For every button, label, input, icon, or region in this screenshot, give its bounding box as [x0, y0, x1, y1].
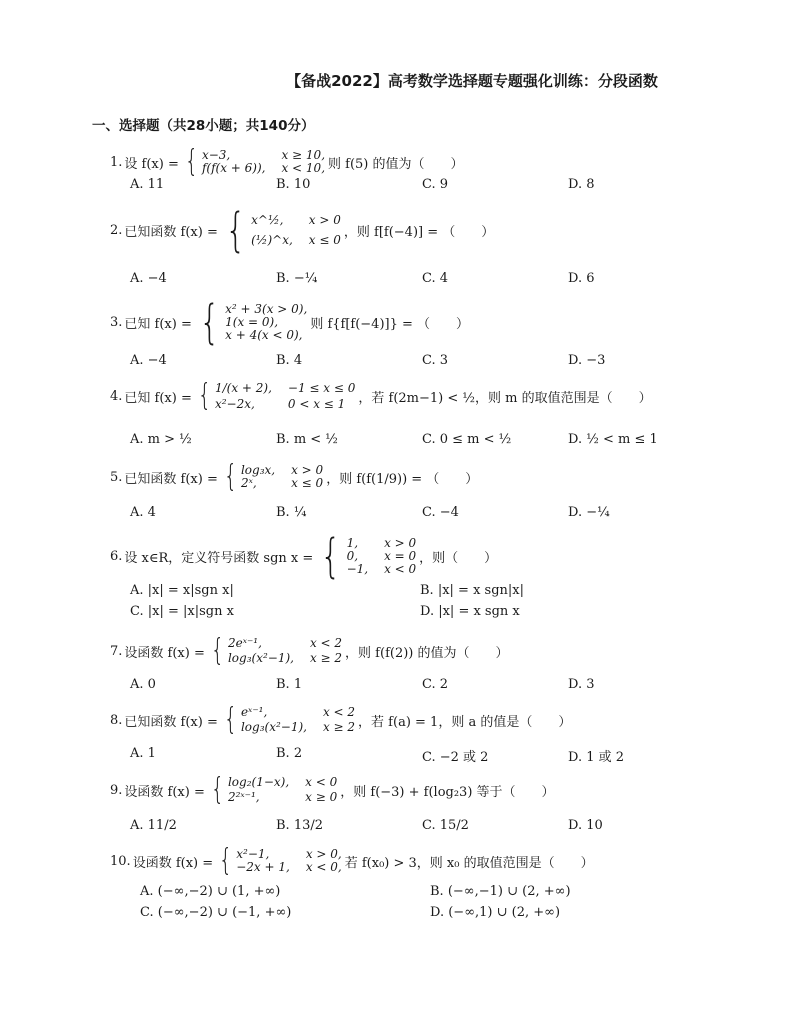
case-cond: x ≥ 2: [322, 720, 356, 734]
option-a[interactable]: A. 0: [130, 677, 156, 692]
question-stem: 已知函数 f(x) =: [124, 224, 218, 240]
question-number: 7.: [110, 643, 123, 659]
section-heading: 一、选择题（共28小题；共140分）: [92, 118, 315, 134]
question-tail: ，若 f(a) = 1，则 a 的值是（ ）: [358, 714, 572, 730]
options-9: [130, 818, 714, 833]
question-9: [110, 772, 555, 807]
question-7: [110, 633, 509, 668]
question-tail: ，若 f(2m−1) < ½，则 m 的取值范围是（ ）: [358, 390, 652, 406]
question-stem: 设 x∈R，定义符号函数 sgn x =: [124, 550, 314, 566]
question-stem: 已知 f(x) =: [124, 316, 192, 332]
option-b[interactable]: B. (−∞,−1) ∪ (2, +∞): [430, 884, 571, 899]
case-cond: x ≤ 0: [308, 233, 341, 247]
brace: {: [320, 529, 342, 583]
question-stem: 设函数 f(x) =: [124, 645, 205, 661]
question-tail: 则 f{f[f(−4)]} = （ ）: [310, 316, 470, 332]
cases: [225, 303, 307, 342]
option-c[interactable]: C. 4: [422, 271, 449, 286]
piecewise: [316, 529, 417, 583]
options-3: [130, 353, 714, 368]
case-cond: x < 2: [309, 636, 343, 650]
case-expr: (½)^x,: [251, 233, 293, 247]
case-expr: −1,: [346, 561, 369, 576]
option-d[interactable]: D. 3: [568, 677, 595, 692]
piecewise: [182, 144, 326, 179]
options-2: [130, 271, 714, 286]
option-c[interactable]: C. −4: [422, 505, 459, 520]
case-expr: log₃x,: [240, 463, 276, 477]
case-expr: 2ˣ,: [240, 476, 257, 490]
question-stem: 已知 f(x) =: [124, 390, 192, 406]
question-number: 4.: [110, 388, 123, 404]
case-expr: log₃(x²−1),: [240, 720, 307, 734]
question-tail: 则 f(5) 的值为（ ）: [328, 156, 464, 172]
options-7: [130, 677, 714, 692]
question-tail: 若 f(x₀) > 3，则 x₀ 的取值范围是（ ）: [344, 855, 594, 871]
option-d[interactable]: D. 6: [568, 271, 595, 286]
question-8: [110, 702, 572, 737]
option-b[interactable]: B. ¼: [276, 505, 307, 520]
option-d[interactable]: D. |x| = x sgn x: [420, 604, 520, 619]
option-d[interactable]: D. ½ < m ≤ 1: [568, 432, 658, 447]
option-a[interactable]: A. m > ½: [130, 432, 192, 447]
cases: [236, 848, 342, 874]
option-a[interactable]: A. 11: [130, 177, 165, 192]
brace: {: [223, 702, 238, 737]
question-number: 2.: [110, 222, 123, 238]
question-4: [110, 380, 652, 412]
cases: [241, 464, 323, 490]
case-expr: x² + 3(x > 0),: [225, 301, 308, 316]
question-tail: ，则 f[f(−4)] = （ ）: [343, 224, 495, 240]
option-b[interactable]: B. m < ½: [276, 432, 338, 447]
case-expr: log₂(1−x),: [227, 775, 290, 789]
question-number: 8.: [110, 712, 123, 728]
question-stem: 设 f(x) =: [124, 156, 179, 172]
option-a[interactable]: A. 4: [130, 505, 156, 520]
option-c[interactable]: C. −2 或 2: [422, 750, 489, 765]
cases: [215, 380, 355, 412]
cases: [347, 537, 417, 576]
case-expr: x + 4(x < 0),: [225, 327, 303, 342]
question-2: [110, 203, 495, 257]
option-a[interactable]: A. (−∞,−2) ∪ (1, +∞): [140, 884, 281, 899]
brace: {: [225, 203, 246, 257]
options-5: [130, 505, 714, 520]
case-expr: x²−1,: [236, 847, 270, 861]
piecewise: [208, 772, 338, 807]
option-c[interactable]: C. |x| = |x|sgn x: [130, 604, 234, 619]
case-cond: x > 0: [291, 463, 324, 477]
question-number: 5.: [110, 469, 123, 485]
option-c[interactable]: C. 3: [422, 353, 449, 368]
piecewise: [221, 459, 324, 494]
option-b[interactable]: B. 4: [276, 353, 303, 368]
question-3: [110, 295, 470, 349]
piecewise: [221, 203, 341, 257]
option-d[interactable]: D. (−∞,1) ∪ (2, +∞): [430, 905, 561, 920]
case-cond: −1 ≤ x ≤ 0: [287, 381, 356, 395]
case-expr: −2x + 1,: [236, 860, 290, 874]
question-stem: 设函数 f(x) =: [124, 784, 205, 800]
question-number: 9.: [110, 782, 123, 798]
question-10: [110, 843, 594, 878]
cases: [228, 775, 337, 805]
case-expr: x²−2x,: [214, 397, 255, 411]
case-expr: 0,: [346, 548, 359, 563]
piecewise: [221, 702, 356, 737]
case-expr: 1,: [346, 535, 359, 550]
options-10: [140, 884, 720, 920]
question-6: [110, 529, 498, 583]
case-expr: 1/(x + 2),: [214, 381, 272, 395]
case-cond: x ≥ 10,: [281, 148, 326, 162]
case-cond: x > 0: [384, 535, 417, 550]
options-1: [130, 177, 714, 192]
option-d[interactable]: D. 1 或 2: [568, 750, 625, 765]
question-number: 1.: [110, 154, 123, 170]
cases: [241, 705, 355, 735]
options-8: [130, 746, 714, 765]
question-tail: ，则 f(f(1/9)) = （ ）: [326, 471, 479, 487]
brace: {: [210, 633, 225, 668]
page-title: 【备战2022】高考数学选择题专题强化训练：分段函数: [286, 72, 658, 90]
case-cond: 0 < x ≤ 1: [287, 397, 346, 411]
case-cond: x ≤ 0: [291, 476, 324, 490]
case-expr: f(f(x + 6)),: [201, 161, 266, 175]
piecewise: [216, 843, 342, 878]
case-expr: 2²ˣ⁻¹,: [227, 790, 260, 804]
option-b[interactable]: B. 13/2: [276, 818, 324, 833]
question-number: 10.: [110, 853, 131, 869]
case-expr: 2eˣ⁻¹,: [227, 636, 262, 650]
question-stem: 已知函数 f(x) =: [124, 714, 218, 730]
option-a[interactable]: A. −4: [130, 271, 167, 286]
piecewise: [195, 380, 356, 412]
case-cond: x ≥ 2: [309, 651, 343, 665]
brace: {: [197, 378, 212, 413]
option-a[interactable]: A. −4: [130, 353, 167, 368]
question-5: [110, 459, 479, 494]
option-c[interactable]: C. 15/2: [422, 818, 469, 833]
cases: [202, 149, 325, 175]
question-tail: ，则（ ）: [419, 550, 498, 566]
case-expr: x^½,: [251, 213, 284, 227]
option-c[interactable]: C. 0 ≤ m < ½: [422, 432, 512, 447]
option-b[interactable]: B. −¼: [276, 271, 318, 286]
case-expr: log₃(x²−1),: [227, 651, 294, 665]
question-1: [110, 144, 464, 179]
cases: [228, 636, 342, 666]
cases: [251, 210, 341, 250]
case-cond: x < 0,: [305, 860, 342, 874]
case-cond: x ≥ 0: [305, 790, 338, 804]
piecewise: [208, 633, 343, 668]
brace: {: [210, 772, 225, 807]
option-d[interactable]: D. −3: [568, 353, 606, 368]
question-stem: 已知函数 f(x) =: [124, 471, 218, 487]
case-expr: eˣ⁻¹,: [240, 705, 268, 719]
case-cond: x < 10,: [281, 161, 326, 175]
case-cond: x < 2: [322, 705, 356, 719]
option-a[interactable]: A. 11/2: [130, 818, 177, 833]
question-number: 6.: [110, 548, 123, 564]
question-number: 3.: [110, 314, 123, 330]
case-cond: x > 0: [308, 213, 341, 227]
question-tail: ，则 f(f(2)) 的值为（ ）: [345, 645, 509, 661]
case-cond: x < 0: [305, 775, 338, 789]
option-d[interactable]: D. 8: [568, 177, 595, 192]
case-cond: x > 0,: [305, 847, 342, 861]
piecewise: [195, 295, 308, 349]
question-stem: 设函数 f(x) =: [132, 855, 214, 871]
option-a[interactable]: A. |x| = x|sgn x|: [130, 583, 234, 598]
case-cond: x = 0: [384, 548, 417, 563]
brace: {: [219, 843, 233, 878]
option-b[interactable]: B. 10: [276, 177, 311, 192]
brace: {: [223, 459, 238, 494]
option-d[interactable]: D. −¼: [568, 505, 610, 520]
option-c[interactable]: C. (−∞,−2) ∪ (−1, +∞): [140, 905, 292, 920]
option-d[interactable]: D. 10: [568, 818, 603, 833]
brace: {: [199, 295, 220, 349]
option-b[interactable]: B. 2: [276, 746, 303, 761]
option-b[interactable]: B. 1: [276, 677, 303, 692]
option-b[interactable]: B. |x| = x sgn|x|: [420, 583, 524, 598]
option-c[interactable]: C. 9: [422, 177, 449, 192]
case-cond: x < 0: [384, 561, 417, 576]
case-expr: 1(x = 0),: [225, 314, 279, 329]
option-c[interactable]: C. 2: [422, 677, 449, 692]
options-4: [130, 432, 714, 447]
case-expr: x−3,: [201, 148, 231, 162]
option-a[interactable]: A. 1: [130, 746, 156, 761]
question-tail: ，则 f(−3) + f(log₂3) 等于（ ）: [340, 784, 555, 800]
options-6: [130, 583, 710, 619]
brace: {: [184, 144, 199, 179]
